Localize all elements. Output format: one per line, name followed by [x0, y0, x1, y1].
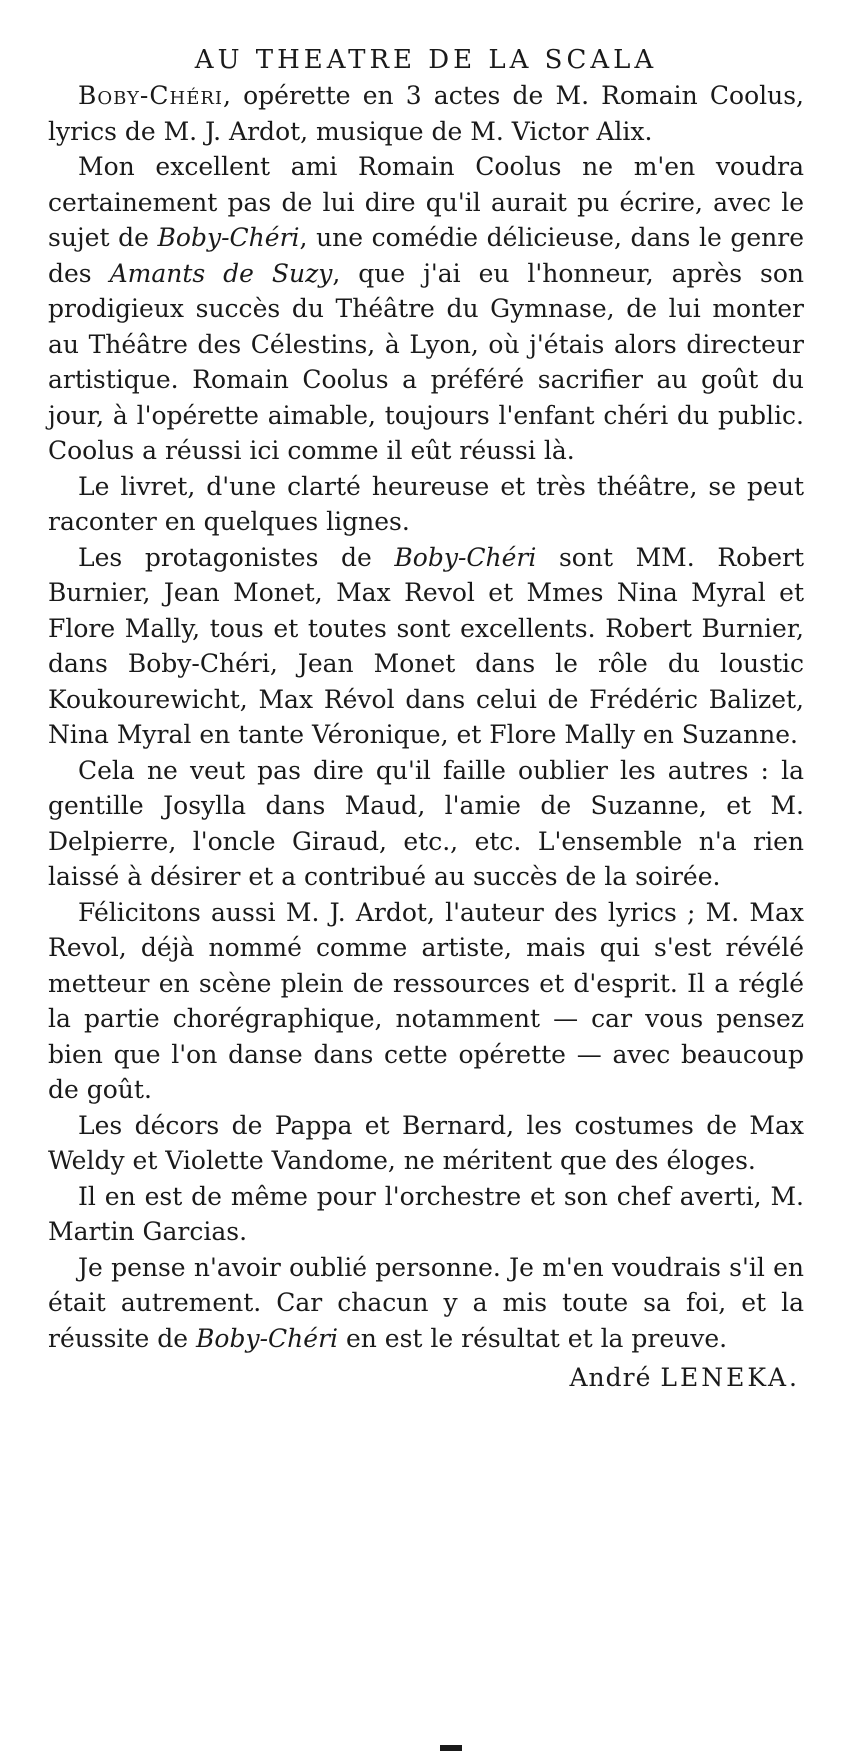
show-name: Boby-Chéri — [78, 81, 223, 110]
p8-c: en est le résultat et la preuve. — [338, 1323, 728, 1353]
p1-e: , que j'ai eu l'honneur, après son prodigieux succès du Théâtre du Gymnase, de lui monter au Théâtre des Célestins, à Lyon, où j'étais alors directeur artistique. Romain Coolus a préféré sacrifier au goût du jour, à l'opérette aimable, toujours l'enfant chéri du public. Coolus a réussi ici comme il eût réussi là. — [48, 258, 805, 465]
intro-text: , opérette en 3 actes de M. Romain Coolus, lyrics de M. J. Ardot, musique de M. Victor Alix. — [48, 81, 804, 146]
paragraph-8 — [48, 1250, 804, 1357]
paragraph-5: Félicitons aussi M. J. Ardot, l'auteur des lyrics ; M. Max Revol, déjà nommé comme artiste, mais qui s'est révélé metteur en scène plein de ressources et d'esprit. Il a réglé la partie chorégraphique, notamment — car vous pensez bien que l'on danse dans cette opérette — avec beaucoup de goût. — [48, 897, 804, 1104]
paragraph-6: Les décors de Pappa et Bernard, les costumes de Max Weldy et Violette Vandome, ne méritent que des éloges. — [48, 1110, 804, 1175]
p3-a: Les protagonistes de — [78, 542, 395, 572]
article — [48, 42, 804, 1398]
paragraph-4: Cela ne veut pas dire qu'il faille oublier les autres : la gentille Josylla dans Maud, l'amie de Suzanne, et M. Delpierre, l'oncle Giraud, etc., etc. L'ensemble n'a rien laissé à désirer et a contribué au succès de la soirée. — [48, 755, 804, 891]
signature-first-name: André — [569, 1363, 652, 1392]
p3-c: sont MM. Robert Burnier, Jean Monet, Max Revol et Mmes Nina Myral et Flore Mally, tous et toutes sont excellents. Robert Burnier, dans Boby-Chéri, Jean Monet dans le rôle du loustic Koukourewicht, Max Révol dans celui de Frédéric Balizet, Nina Myral en tante Véronique, et Flore Mally en Suzanne. — [48, 542, 804, 749]
intro-paragraph — [48, 78, 804, 149]
signature — [48, 1358, 804, 1398]
p1-c: , une comédie délicieuse, dans le genre des — [48, 223, 804, 288]
paragraph-1 — [48, 149, 804, 469]
page-edge-mark — [440, 1745, 462, 1751]
paragraph-2: Le livret, d'une clarté heureuse et très théâtre, se peut raconter en quelques lignes. — [48, 471, 804, 536]
paragraph-3 — [48, 540, 804, 753]
p3-italic-title: Boby-Chéri — [394, 542, 537, 572]
paragraph-7: Il en est de même pour l'orchestre et son chef averti, M. Martin Garcias. — [48, 1181, 804, 1246]
p8-italic-title: Boby-Chéri — [196, 1323, 339, 1353]
article-title: AU THEATRE DE LA SCALA — [194, 45, 658, 75]
p8-a: Je pense n'avoir oublié personne. Je m'en voudrais s'il en était autrement. Car chacun y a mis toute sa foi, et la réussite de — [48, 1252, 804, 1353]
p1-a: Mon excellent ami Romain Coolus ne m'en voudra certainement pas de lui dire qu'il aurait pu écrire, avec le sujet de — [48, 152, 804, 252]
signature-last-name: LENEKA. — [660, 1363, 800, 1392]
p1-italic-title: Boby-Chéri — [157, 223, 300, 252]
p1-italic-play: Amants de Suzy — [109, 258, 333, 288]
